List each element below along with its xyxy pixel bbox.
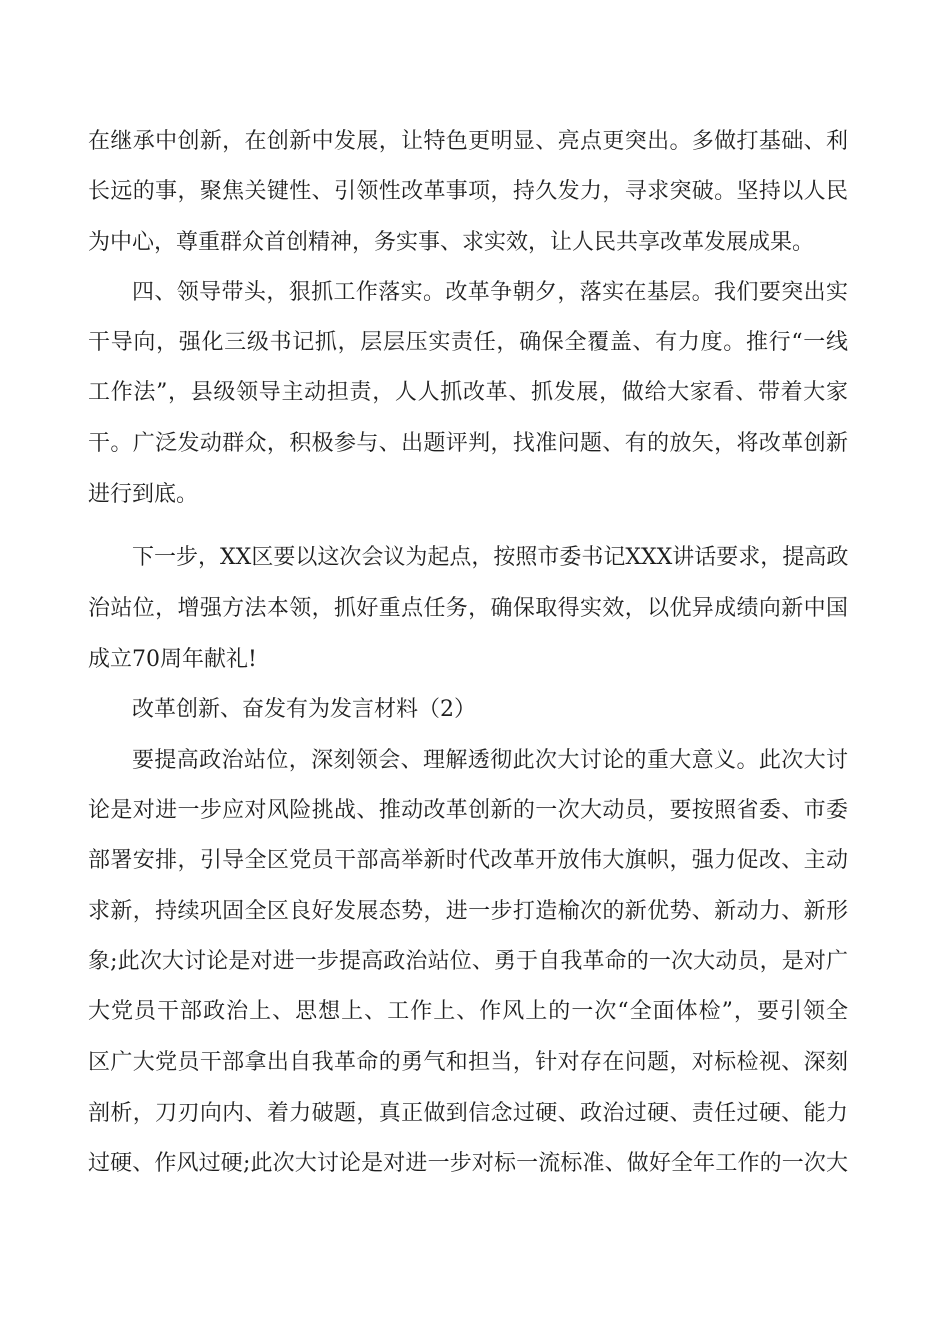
text-line: 成立70周年献礼! (88, 647, 257, 672)
text-line: 部署安排，引导全区党员干部高举新时代改革开放伟大旗帜，强力促改、主动 (88, 848, 848, 873)
section-heading: 改革创新、奋发有为发言材料（2） (132, 697, 476, 722)
text-line: 求新，持续巩固全区良好发展态势，进一步打造榆次的新优势、新动力、新形 (88, 899, 848, 924)
text-line: 象;此次大讨论是对进一步提高政治站位、勇于自我革命的一次大动员，是对广 (88, 949, 848, 974)
text-line: 大党员干部政治上、思想上、工作上、作风上的一次“全面体检”，要引领全 (88, 999, 848, 1024)
text-line: 治站位，增强方法本领，抓好重点任务，确保取得实效，以优异成绩向新中国 (88, 596, 848, 621)
text-line: 干导向，强化三级书记抓，层层压实责任，确保全覆盖、有力度。推行“一线 (88, 330, 848, 355)
text-line: 进行到底。 (88, 482, 199, 507)
paragraph-first-line: 要提高政治站位，深刻领会、理解透彻此次大讨论的重大意义。此次大讨 (132, 748, 848, 773)
text-line: 在继承中创新，在创新中发展，让特色更明显、亮点更突出。多做打基础、利 (88, 129, 848, 154)
text-line: 区广大党员干部拿出自我革命的勇气和担当，针对存在问题，对标检视、深刻 (88, 1050, 848, 1075)
text-line: 长远的事，聚焦关键性、引领性改革事项，持久发力，寻求突破。坚持以人民 (88, 179, 848, 204)
paragraph-first-line: 下一步，XX区要以这次会议为起点，按照市委书记XXX讲话要求，提高政 (132, 545, 849, 570)
text-line: 剖析，刀刃向内、着力破题，真正做到信念过硬、政治过硬、责任过硬、能力 (88, 1101, 848, 1126)
text-line: 为中心，尊重群众首创精神，务实事、求实效，让人民共享改革发展成果。 (88, 230, 815, 255)
text-line: 论是对进一步应对风险挑战、推动改革创新的一次大动员，要按照省委、市委 (88, 798, 848, 823)
text-line: 工作法”，县级领导主动担责，人人抓改革、抓发展，做给大家看、带着大家 (88, 380, 848, 405)
text-line: 过硬、作风过硬;此次大讨论是对进一步对标一流标准、做好全年工作的一次大 (88, 1151, 848, 1176)
paragraph-first-line: 四、领导带头，狠抓工作落实。改革争朝夕，落实在基层。我们要突出实 (132, 280, 848, 305)
text-line: 干。广泛发动群众，积极参与、出题评判，找准问题、有的放矢，将改革创新 (88, 431, 848, 456)
